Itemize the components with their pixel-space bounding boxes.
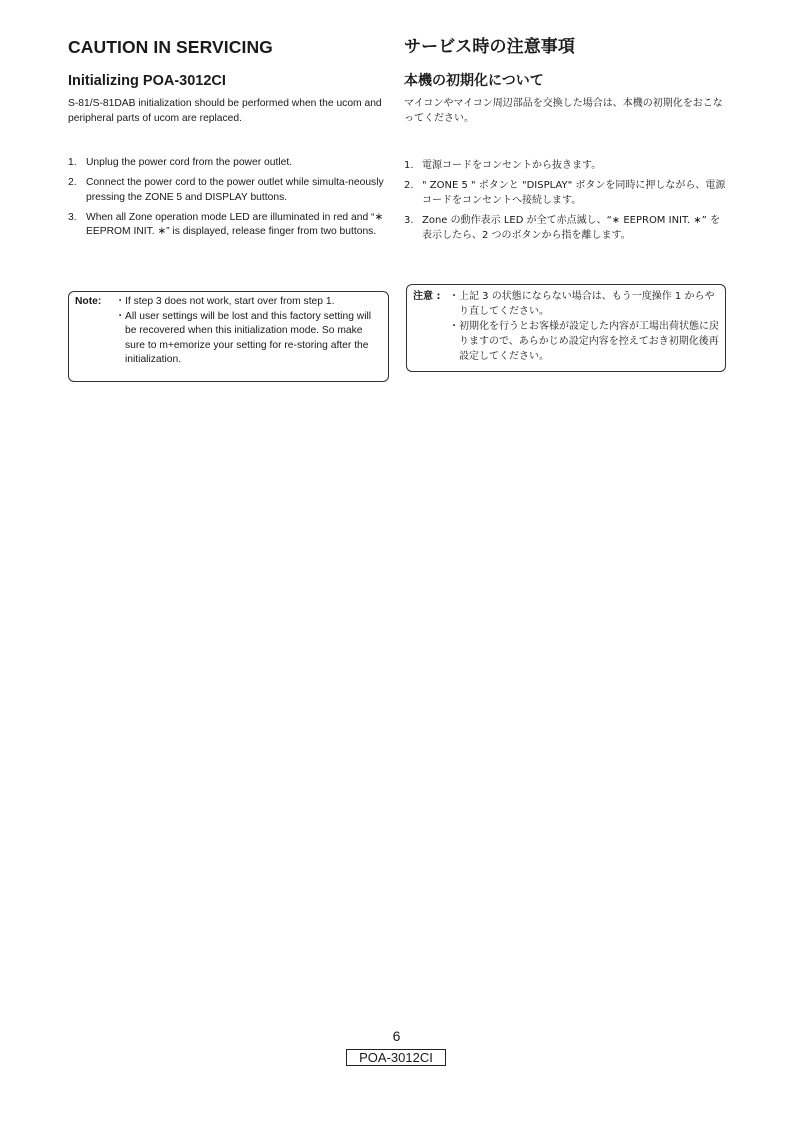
step-item [404, 178, 728, 208]
note-text: If step 3 does not work, start over from step 1. [125, 296, 335, 307]
step-number: 1. [404, 160, 414, 171]
step-text: When all Zone operation mode LED are illuminated in red and “∗ EEPROM INIT. ∗” is displayed, release finger from two buttons. [86, 211, 384, 238]
step-number: 2. [404, 180, 414, 191]
note-label: Note: [75, 296, 102, 307]
step-number: 3. [68, 211, 77, 223]
note-label: 注意 : [413, 291, 441, 302]
japanese-column [404, 34, 728, 362]
step-number: 2. [68, 177, 77, 189]
intro-text-en: S-81/S-81DAB initialization should be performed when the ucom and peripheral parts of ucom are replaced. [68, 98, 382, 124]
note-list [449, 289, 719, 364]
model-label: POA-3012CI [346, 1049, 446, 1066]
step-text: 電源コードをコンセントから抜きます。 [422, 160, 602, 171]
step-item [68, 211, 390, 240]
step-text: " ZONE 5 " ボタンと "DISPLAY" ボタンを同時に押しながら、電源コードをコンセントへ接続します。 [422, 180, 726, 206]
steps-list-jp [404, 158, 728, 248]
step-number: 3. [404, 215, 414, 226]
note-item [115, 310, 382, 368]
step-number: 1. [68, 157, 77, 168]
section-title-en: Initializing POA-3012CI [68, 73, 226, 89]
steps-list-en [68, 156, 390, 245]
step-text: Connect the power cord to the power outlet while simulta-neously pressing the ZONE 5 and DISPLAY buttons. [86, 177, 384, 203]
step-item [68, 176, 390, 205]
english-column [68, 34, 390, 365]
bullet-dot-icon: ・ [449, 291, 459, 302]
section-title-jp: 本機の初期化について [404, 73, 544, 89]
intro-text-jp: マイコンやマイコン周辺部品を交換した場合は、本機の初期化をおこなってください。 [404, 98, 723, 124]
note-item [449, 289, 719, 319]
note-item [115, 295, 382, 310]
step-item [68, 156, 390, 170]
note-list [115, 295, 382, 368]
note-text: All user settings will be lost and this factory setting will be recovered when this initialization mode. So make sure to m+emorize your setting for re-storing after the initialization. [125, 310, 372, 365]
step-item [404, 158, 728, 173]
step-text: Unplug the power cord from the power outlet. [86, 157, 293, 168]
bullet-dot-icon: ・ [115, 296, 126, 307]
note-text: 初期化を行うとお客様が設定した内容が工場出荷状態に戻りますので、あらかじめ設定内容を控えておき初期化後再設定してください。 [459, 321, 719, 362]
page-title-en: CAUTION IN SERVICING [68, 37, 273, 57]
page-number: 6 [392, 1028, 401, 1044]
note-box-en [68, 291, 389, 382]
note-text: 上記 3 の状態にならない場合は、もう一度操作 1 からやり直してください。 [459, 291, 715, 317]
note-item [449, 319, 719, 364]
bullet-dot-icon: ・ [115, 310, 126, 322]
step-text: Zone の動作表示 LED が全て赤点滅し、“∗ EEPROM INIT. ∗” を表示したら、2 つのボタンから指を離します。 [422, 215, 721, 241]
bullet-dot-icon: ・ [449, 321, 459, 332]
step-item [404, 213, 728, 243]
page-title-jp: サービス時の注意事項 [404, 37, 575, 57]
note-box-jp [406, 284, 726, 372]
